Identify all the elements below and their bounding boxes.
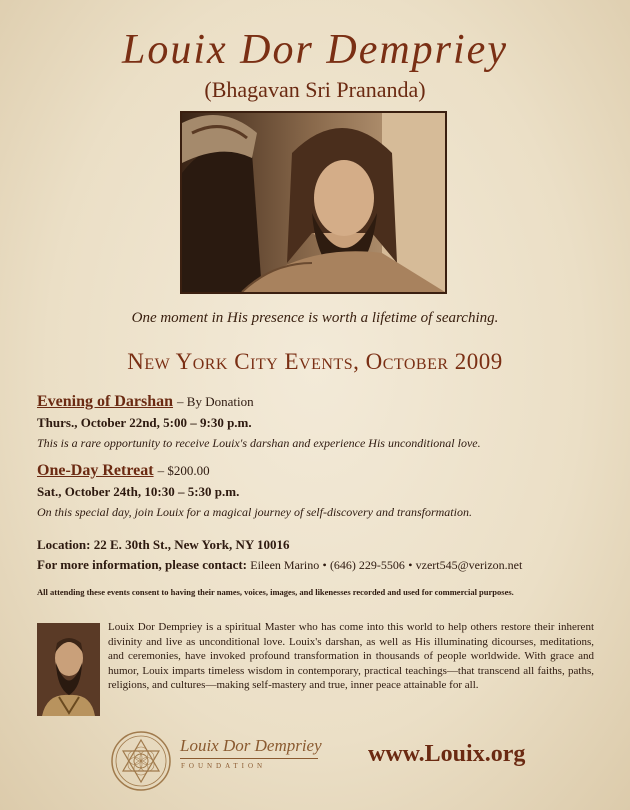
website-link[interactable]: www.Louix.org [368,741,526,767]
page-subtitle: (Bhagavan Sri Prananda) [204,77,426,102]
logo-divider [180,758,318,759]
contact-name: Eileen Marino [250,558,320,572]
flower-of-life-icon [110,730,172,792]
event-description: On this special day, join Louix for a magical journey of self-discovery and transformation. [37,505,472,519]
contact-line [37,557,522,573]
location-line [37,537,290,553]
event-title-line [37,462,607,480]
contact-label: For more information, please contact: [37,557,247,572]
separator-dot: • [322,558,327,572]
bio-text: Louix Dor Dempriey is a spiritual Master who has come into this world to help others restore their inherent divinity and live as unconditional love. Louix's darshan, as well as His illuminating dicourses, meditations, and ceremonies, have invoked profound transformation in thousands of people worldwide. With grace and humor, Louix imparts timeless wisdom in contemporary, practical teachings—that transcend all faiths, paths, religions, and cultures—making self-mastery and true, inner peace attainable for all. [108,621,594,691]
event-when: Sat., October 24th, 10:30 – 5:30 p.m. [37,484,240,499]
separator-dot: • [408,558,413,572]
event-price: – By Donation [177,394,254,409]
events-heading: New York City Events, October 2009 [127,349,503,374]
logo-name: Louix Dor Dempriey [180,736,322,755]
location-label: Location: [37,537,91,552]
event-darshan [37,393,607,451]
event-title: One-Day Retreat [37,462,154,479]
event-title-line [37,393,607,411]
logo-subtitle: FOUNDATION [181,762,267,770]
contact-email: vzert545@verizon.net [415,558,523,572]
event-title: Evening of Darshan [37,393,174,410]
location-value: 22 E. 30th St., New York, NY 10016 [93,537,290,552]
foundation-logo [110,730,172,792]
event-when: Thurs., October 22nd, 5:00 – 9:30 p.m. [37,415,252,430]
bio-photo-image [37,623,100,716]
main-photo [180,111,447,294]
event-retreat [37,462,607,520]
page-title: Louix Dor Dempriey [122,27,508,73]
main-photo-image [182,113,445,292]
tagline: One moment in His presence is worth a lifetime of searching. [131,310,499,326]
contact-phone: (646) 229-5506 [329,558,405,572]
event-price: – $200.00 [157,463,210,478]
consent-notice: All attending these events consent to having their names, voices, images, and likenesses recorded and used for commercial purposes. [37,587,514,597]
event-description: This is a rare opportunity to receive Louix's darshan and experience His unconditional love. [37,436,481,450]
bio-photo [37,623,100,716]
